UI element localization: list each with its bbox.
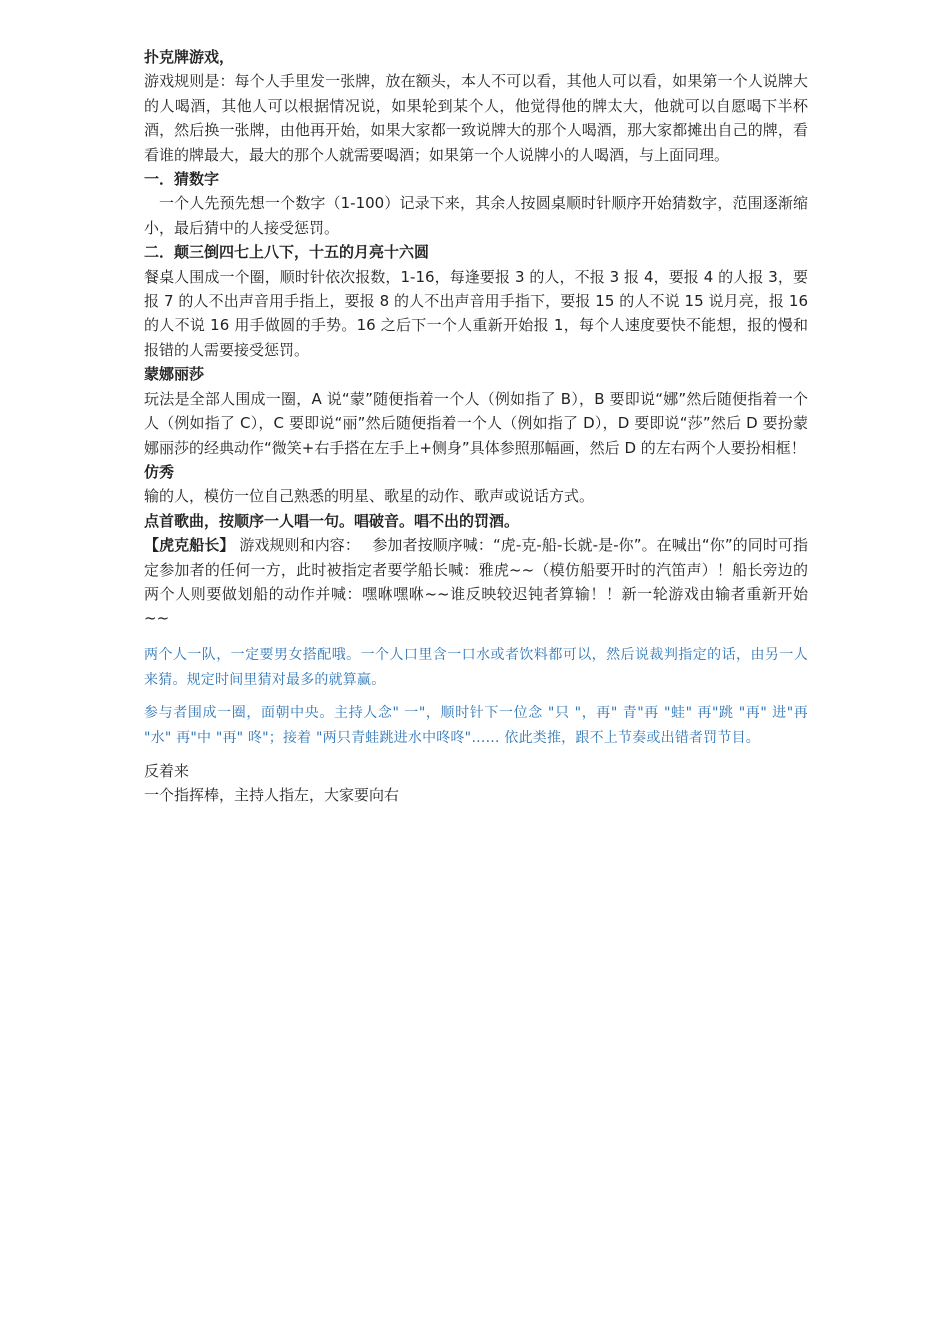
mona-title: 蒙娜丽莎 <box>144 365 205 384</box>
mona-rules: 玩法是全部人围成一圈，A 说“蒙”随便指着一个人（例如指了 B），B 要即说“娜”然后随便指着一个人（例如指了 C），C 要即说“丽”然后随便指着一个人（例如指了 D），D 要即说“莎”然后 D 要扮蒙娜丽莎的经典动作“微笑+右手搭在左手上+侧身”具体参照那幅画，然后 D 的左右两个人要扮相框！ <box>144 389 808 457</box>
imitate-title: 仿秀 <box>144 462 175 481</box>
pair-rules: 两个人一队，一定要男女搭配哦。一个人口里含一口水或者饮料都可以，然后说裁判指定的话，由另一人来猜。规定时间里猜对最多的就算赢。 <box>144 646 808 688</box>
spacer <box>144 631 808 643</box>
count-title: 二．颠三倒四七上八下，十五的月亮十六圆 <box>144 243 430 262</box>
spacer <box>144 751 808 759</box>
imitate-rules: 输的人，模仿一位自己熟悉的明星、歌星的动作、歌声或说话方式。 <box>144 487 595 506</box>
captain-title: 【虎克船长】 <box>144 536 235 555</box>
document-body <box>144 45 808 808</box>
captain-paragraph <box>144 533 808 631</box>
guess-rules: 一个人先预先想一个数字（1-100）记录下来，其余人按圆桌顺时针顺序开始猜数字，范围逐渐缩小，最后猜中的人接受惩罚。 <box>144 194 808 237</box>
captain-rules: 游戏规则和内容： 参加者按顺序喊：“虎-克-船-长就-是-你”。在喊出“你”的同时可指定参加者的任何一方，此时被指定者要学船长喊：雅虎~~（模仿船要开时的汽笛声）！船长旁边的两个人则要做划船的动作并喊：嘿咻嘿咻~~谁反映较迟钝者算输！！新一轮游戏由输者重新开始~~ <box>144 536 808 628</box>
count-rules: 餐桌人围成一个圈，顺时针依次报数，1-16，每逢要报 3 的人，不报 3 报 4，要报 4 的人报 3，要报 7 的人不出声音用手指上，要报 8 的人不出声音用手指下，要报 15 的人不说 15 说月亮，报 16 的人不说 16 用手做圆的手势。16 之后下一个人重新开始报 1，每个人速度要快不能想，报的慢和报错的人需要接受惩罚。 <box>144 267 808 359</box>
song-line: 点首歌曲，按顺序一人唱一句。唱破音。唱不出的罚酒。 <box>144 511 520 530</box>
poker-rules: 游戏规则是：每个人手里发一张牌，放在额头，本人不可以看，其他人可以看，如果第一个人说牌大的人喝酒，其他人可以根据情况说，如果轮到某个人，他觉得他的牌太大，他就可以自愿喝下半杯酒，然后换一张牌，由他再开始，如果大家都一致说牌大的那个人喝酒，那大家都摊出自己的牌，看看谁的牌最大，最大的那个人就需要喝酒；如果第一个人说牌小的人喝酒，与上面同理。 <box>144 72 808 164</box>
guess-title: 一．猜数字 <box>144 170 220 189</box>
poker-title: 扑克牌游戏， <box>144 48 235 66</box>
reverse-title: 反着来 <box>144 761 190 780</box>
reverse-rules: 一个指挥棒，主持人指左，大家要向右 <box>144 786 400 805</box>
spacer <box>144 693 808 701</box>
frog-rules: 参与者围成一圈，面朝中央。主持人念" 一"，顺时针下一位念 "只 "，再" 青"再 "蛙" 再"跳 "再" 进"再 "水" 再"中 "再" 咚"；接着 "两只青蛙跳进水中咚咚"…… 依此类推，跟不上节奏或出错者罚节目。 <box>144 704 808 746</box>
